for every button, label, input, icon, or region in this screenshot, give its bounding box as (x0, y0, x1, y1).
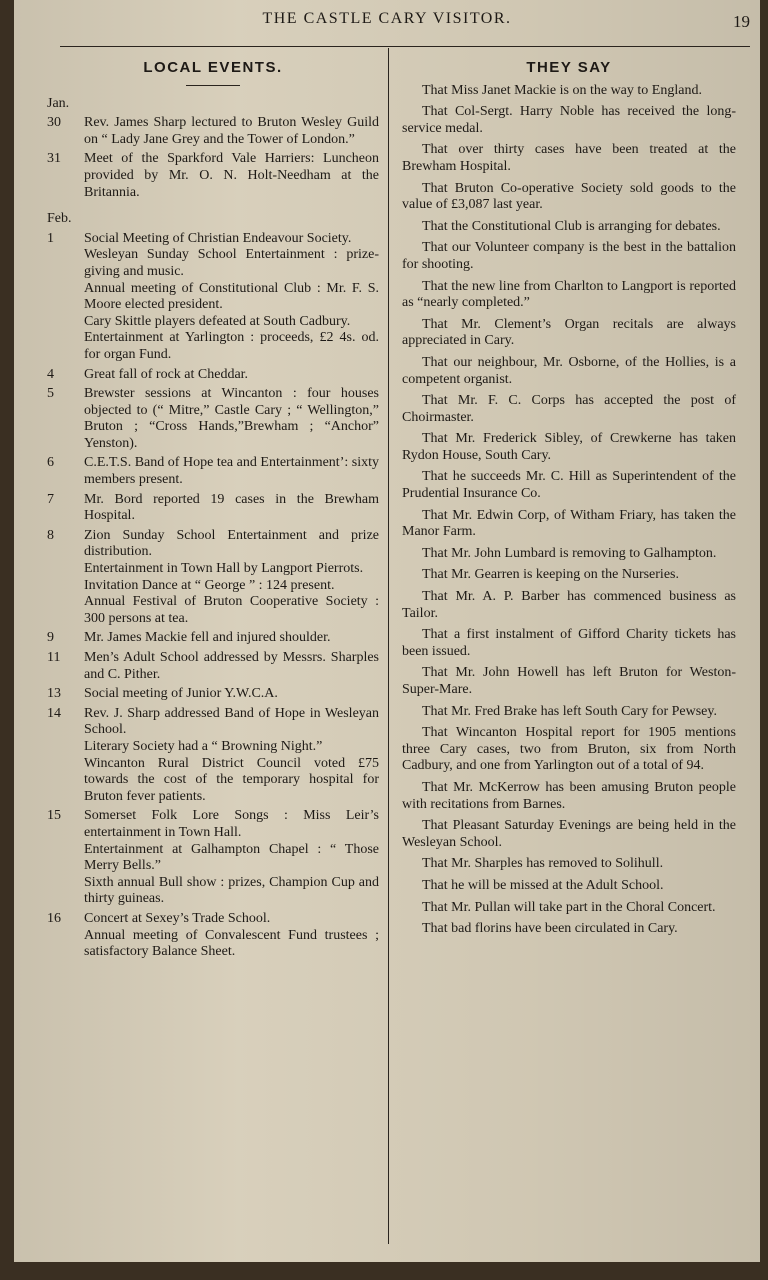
event-items (84, 367, 379, 384)
they-say-column (402, 60, 736, 943)
event-entry (47, 231, 379, 364)
event-text: Great fall of rock at Cheddar. (84, 366, 249, 382)
event-text: Men’s Adult School addressed by Messrs. Sharples and C. Pither. (84, 650, 379, 682)
event-items (84, 686, 379, 703)
event-text: Annual meeting of Constitutional Club : Mr. F. S. Moore elected president. (84, 280, 379, 313)
rumour-item: That Mr. Gearren is keeping on the Nurseries. (422, 567, 679, 583)
header-rule (60, 46, 750, 47)
event-text: Brewster sessions at Wincanton : four houses objected to (“ Mitre,” Castle Cary ; “ Wellington,” Bruton ; “Cross Hands,”Brewham ; “Anchor” Yenston). (84, 386, 379, 451)
publication-title: THE CASTLE CARY VISITOR. (262, 10, 512, 27)
event-day: 6 (47, 455, 54, 471)
event-text: Cary Skittle players defeated at South Cadbury. (84, 313, 351, 329)
event-day: 7 (47, 491, 54, 507)
event-day: 15 (47, 808, 61, 824)
event-entry (47, 151, 379, 201)
rumour-item: That Mr. McKerrow has been amusing Bruton people with recitations from Barnes. (402, 779, 736, 812)
rumour-item: That Mr. Pullan will take part in the Choral Concert. (422, 899, 716, 915)
event-day: 8 (47, 527, 54, 543)
event-items (84, 911, 379, 961)
rumour-item: That Mr. John Howell has left Bruton for Weston-Super-Mare. (402, 665, 736, 697)
event-entry (47, 630, 379, 647)
event-text: Annual meeting of Convalescent Fund trustees ; satisfactory Balance Sheet. (84, 927, 379, 960)
rumour-item: That our neighbour, Mr. Osborne, of the Hollies, is a competent organist. (402, 354, 736, 387)
event-entry (47, 686, 379, 703)
rumour-item: That a first instalment of Gifford Charity tickets has been issued. (402, 627, 736, 659)
event-day: 30 (47, 115, 61, 131)
rumour-item: That Mr. A. P. Barber has commenced business as Tailor. (402, 589, 736, 621)
they-say-list (402, 83, 736, 938)
event-text: Concert at Sexey’s Trade School. (84, 910, 271, 926)
event-entry (47, 911, 379, 961)
event-entry (47, 455, 379, 488)
rumour-item: That Mr. Clement’s Organ recitals are always appreciated in Cary. (402, 316, 736, 349)
rumour-item: That Col-Sergt. Harry Noble has received the long-service medal. (402, 104, 736, 136)
event-text: Literary Society had a “ Browning Night.” (84, 738, 323, 754)
event-entry (47, 706, 379, 806)
event-day: 16 (47, 910, 61, 926)
event-items (84, 630, 379, 647)
rumour-item: That the new line from Charlton to Langport is reported as “nearly completed.” (402, 278, 736, 311)
event-text: Entertainment at Yarlington : proceeds, £2 4s. od. for organ Fund. (84, 330, 379, 362)
event-items (84, 386, 379, 452)
event-text: Sixth annual Bull show : prizes, Champion Cup and thirty guineas. (84, 874, 379, 907)
rumour-item: That Mr. Sharples has removed to Solihull. (422, 856, 664, 872)
column-divider (388, 48, 389, 1244)
event-items (84, 808, 379, 908)
rumour-item: That Miss Janet Mackie is on the way to England. (422, 82, 702, 98)
event-text: Rev. J. Sharp addressed Band of Hope in Wesleyan School. (84, 705, 379, 738)
month-label: Feb. (47, 211, 72, 227)
event-entry (47, 492, 379, 525)
rumour-item: That Mr. F. C. Corps has accepted the post of Choirmaster. (402, 393, 736, 425)
they-say-heading: THEY SAY (526, 59, 612, 76)
rumour-item: That bad florins have been circulated in Cary. (422, 921, 678, 937)
event-day: 5 (47, 386, 54, 402)
rumour-item: That Mr. Frederick Sibley, of Crewkerne has taken Rydon House, South Cary. (402, 431, 736, 463)
page-number: 19 (733, 12, 750, 31)
rumour-item: That he succeeds Mr. C. Hill as Superintendent of the Prudential Insurance Co. (402, 469, 736, 502)
rumour-item: That over thirty cases have been treated at the Brewham Hospital. (402, 142, 736, 174)
event-day: 4 (47, 366, 54, 382)
event-items (84, 706, 379, 806)
local-events-heading: LOCAL EVENTS. (143, 59, 283, 76)
rumour-item: That Mr. Fred Brake has left South Cary for Pewsey. (422, 703, 717, 719)
rumour-item: That Wincanton Hospital report for 1905 mentions three Cary cases, two from Bruton, six from North Cadbury, and one from Yarlington out of a total of 94. (402, 725, 736, 774)
event-items (84, 492, 379, 525)
event-text: Invitation Dance at “ George ” : 124 present. (84, 577, 335, 593)
rumour-item: That Mr. Edwin Corp, of Witham Friary, has taken the Manor Farm. (402, 507, 736, 540)
event-text: Entertainment in Town Hall by Langport Pierrots. (84, 561, 364, 577)
event-text: Entertainment at Galhampton Chapel : “ Those Merry Bells.” (84, 841, 379, 874)
heading-underline (186, 85, 240, 86)
event-day: 31 (47, 151, 61, 167)
event-entry (47, 528, 379, 628)
event-items (84, 455, 379, 488)
event-text: Social Meeting of Christian Endeavour Society. (84, 230, 352, 246)
event-entry (47, 115, 379, 148)
event-text: Mr. James Mackie fell and injured shoulder. (84, 630, 331, 646)
rumour-item: That Bruton Co-operative Society sold goods to the value of £3,087 last year. (402, 180, 736, 213)
event-entry (47, 386, 379, 452)
local-events-column (47, 60, 379, 961)
event-text: C.E.T.S. Band of Hope tea and Entertainment’: sixty members present. (84, 455, 379, 488)
event-text: Somerset Folk Lore Songs : Miss Leir’s entertainment in Town Hall. (84, 808, 379, 840)
event-items (84, 151, 379, 201)
events-list (47, 96, 379, 961)
event-text: Mr. Bord reported 19 cases in the Brewham Hospital. (84, 491, 379, 524)
event-day: 14 (47, 705, 61, 721)
event-items (84, 528, 379, 628)
magazine-page (14, 0, 760, 1262)
event-day: 9 (47, 630, 54, 646)
event-entry (47, 367, 379, 384)
event-items (84, 650, 379, 683)
event-text: Zion Sunday School Entertainment and prize distribution. (84, 527, 379, 560)
page-header (14, 6, 760, 36)
rumour-item: That Mr. John Lumbard is removing to Galhampton. (422, 545, 717, 561)
event-items (84, 115, 379, 148)
event-day: 1 (47, 230, 54, 246)
event-entry (47, 650, 379, 683)
month-label: Jan. (47, 95, 70, 111)
event-text: Annual Festival of Bruton Cooperative Society : 300 persons at tea. (84, 594, 379, 626)
event-text: Social meeting of Junior Y.W.C.A. (84, 686, 278, 702)
event-day: 11 (47, 650, 61, 665)
event-text: Meet of the Sparkford Vale Harriers: Luncheon provided by Mr. O. N. Holt-Needham at the Britannia. (84, 151, 379, 200)
rumour-item: That the Constitutional Club is arranging for debates. (422, 218, 721, 234)
event-entry (47, 808, 379, 908)
rumour-item: That our Volunteer company is the best in the battalion for shooting. (402, 240, 736, 272)
event-day: 13 (47, 686, 61, 702)
rumour-item: That he will be missed at the Adult School. (422, 877, 664, 893)
event-text: Wesleyan Sunday School Entertainment : prize-giving and music. (84, 247, 379, 279)
rumour-item: That Pleasant Saturday Evenings are being held in the Wesleyan School. (402, 818, 736, 850)
event-items (84, 231, 379, 364)
event-text: Wincanton Rural District Council voted £75 towards the cost of the temporary hospital for Bruton fever patients. (84, 755, 379, 804)
event-text: Rev. James Sharp lectured to Bruton Wesley Guild on “ Lady Jane Grey and the Tower of London.” (84, 115, 379, 147)
